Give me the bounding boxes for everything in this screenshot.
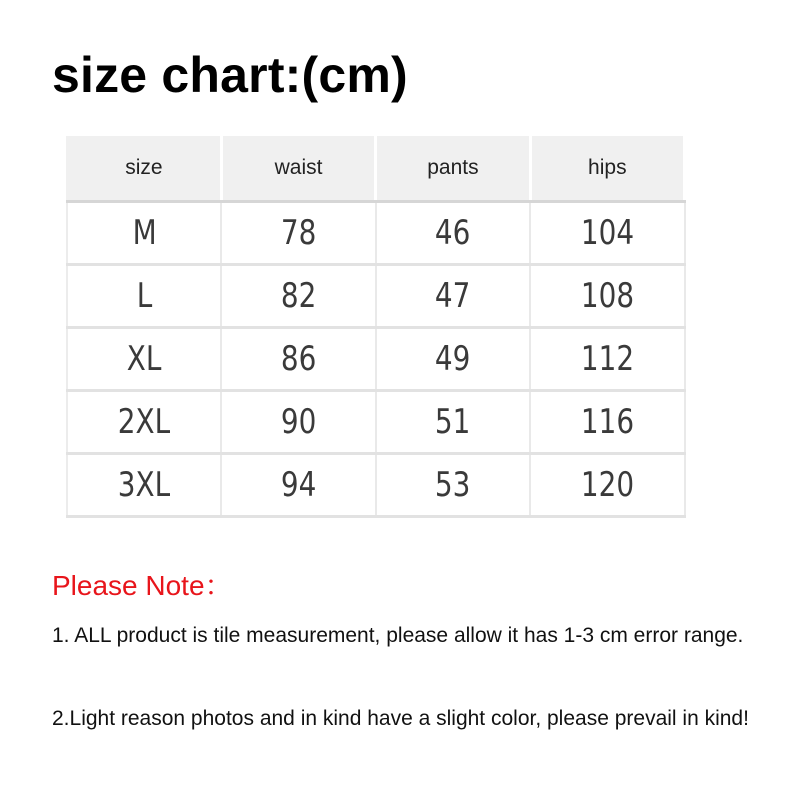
waist-value: 78 xyxy=(280,213,317,253)
note-item-color: 2.Light reason photos and in kind have a slight color, please prevail in kind! xyxy=(52,707,749,730)
pants-value: 53 xyxy=(435,465,471,505)
size-cell xyxy=(67,202,221,265)
waist-cell xyxy=(221,391,375,454)
waist-value: 94 xyxy=(280,465,317,505)
column-header-size: size xyxy=(67,136,221,202)
pants-cell xyxy=(376,265,530,328)
pants-cell xyxy=(376,202,530,265)
hips-cell xyxy=(530,391,684,454)
size-cell xyxy=(67,454,221,517)
hips-value: 116 xyxy=(580,402,634,442)
pants-cell xyxy=(376,328,530,391)
waist-value: 86 xyxy=(280,339,317,379)
waist-cell xyxy=(221,454,375,517)
pants-value: 47 xyxy=(435,276,471,316)
hips-value: 108 xyxy=(580,276,634,316)
pants-cell xyxy=(376,454,530,517)
table-row xyxy=(67,391,685,454)
size-cell xyxy=(67,265,221,328)
note-item-measurement: 1. ALL product is tile measurement, please allow it has 1-3 cm error range. xyxy=(52,624,744,647)
size-cell xyxy=(67,328,221,391)
size-value: M xyxy=(132,213,157,253)
size-cell xyxy=(67,391,221,454)
column-header-hips: hips xyxy=(530,136,684,202)
hips-value: 104 xyxy=(580,213,634,253)
hips-value: 120 xyxy=(580,465,634,505)
pants-value: 49 xyxy=(435,339,471,379)
waist-value: 82 xyxy=(280,276,317,316)
hips-cell xyxy=(530,454,684,517)
hips-cell xyxy=(530,265,684,328)
size-chart-table-container xyxy=(66,136,686,522)
hips-cell xyxy=(530,328,684,391)
column-header-waist: waist xyxy=(221,136,375,202)
page-title: size chart:(cm) xyxy=(52,47,408,103)
pants-value: 46 xyxy=(435,213,471,253)
size-chart-table xyxy=(66,136,686,518)
table-row xyxy=(67,265,685,328)
size-value: 3XL xyxy=(117,465,171,505)
waist-cell xyxy=(221,265,375,328)
table-header-row xyxy=(67,136,685,202)
pants-cell xyxy=(376,391,530,454)
table-row xyxy=(67,202,685,265)
waist-value: 90 xyxy=(280,402,317,442)
table-row xyxy=(67,328,685,391)
hips-value: 112 xyxy=(580,339,634,379)
note-heading: Please Note： xyxy=(52,570,233,601)
waist-cell xyxy=(221,202,375,265)
size-value: L xyxy=(136,276,152,316)
waist-cell xyxy=(221,328,375,391)
column-header-pants: pants xyxy=(376,136,530,202)
size-value: 2XL xyxy=(117,402,171,442)
table-row xyxy=(67,454,685,517)
size-value: XL xyxy=(126,339,162,379)
hips-cell xyxy=(530,202,684,265)
pants-value: 51 xyxy=(435,402,471,442)
